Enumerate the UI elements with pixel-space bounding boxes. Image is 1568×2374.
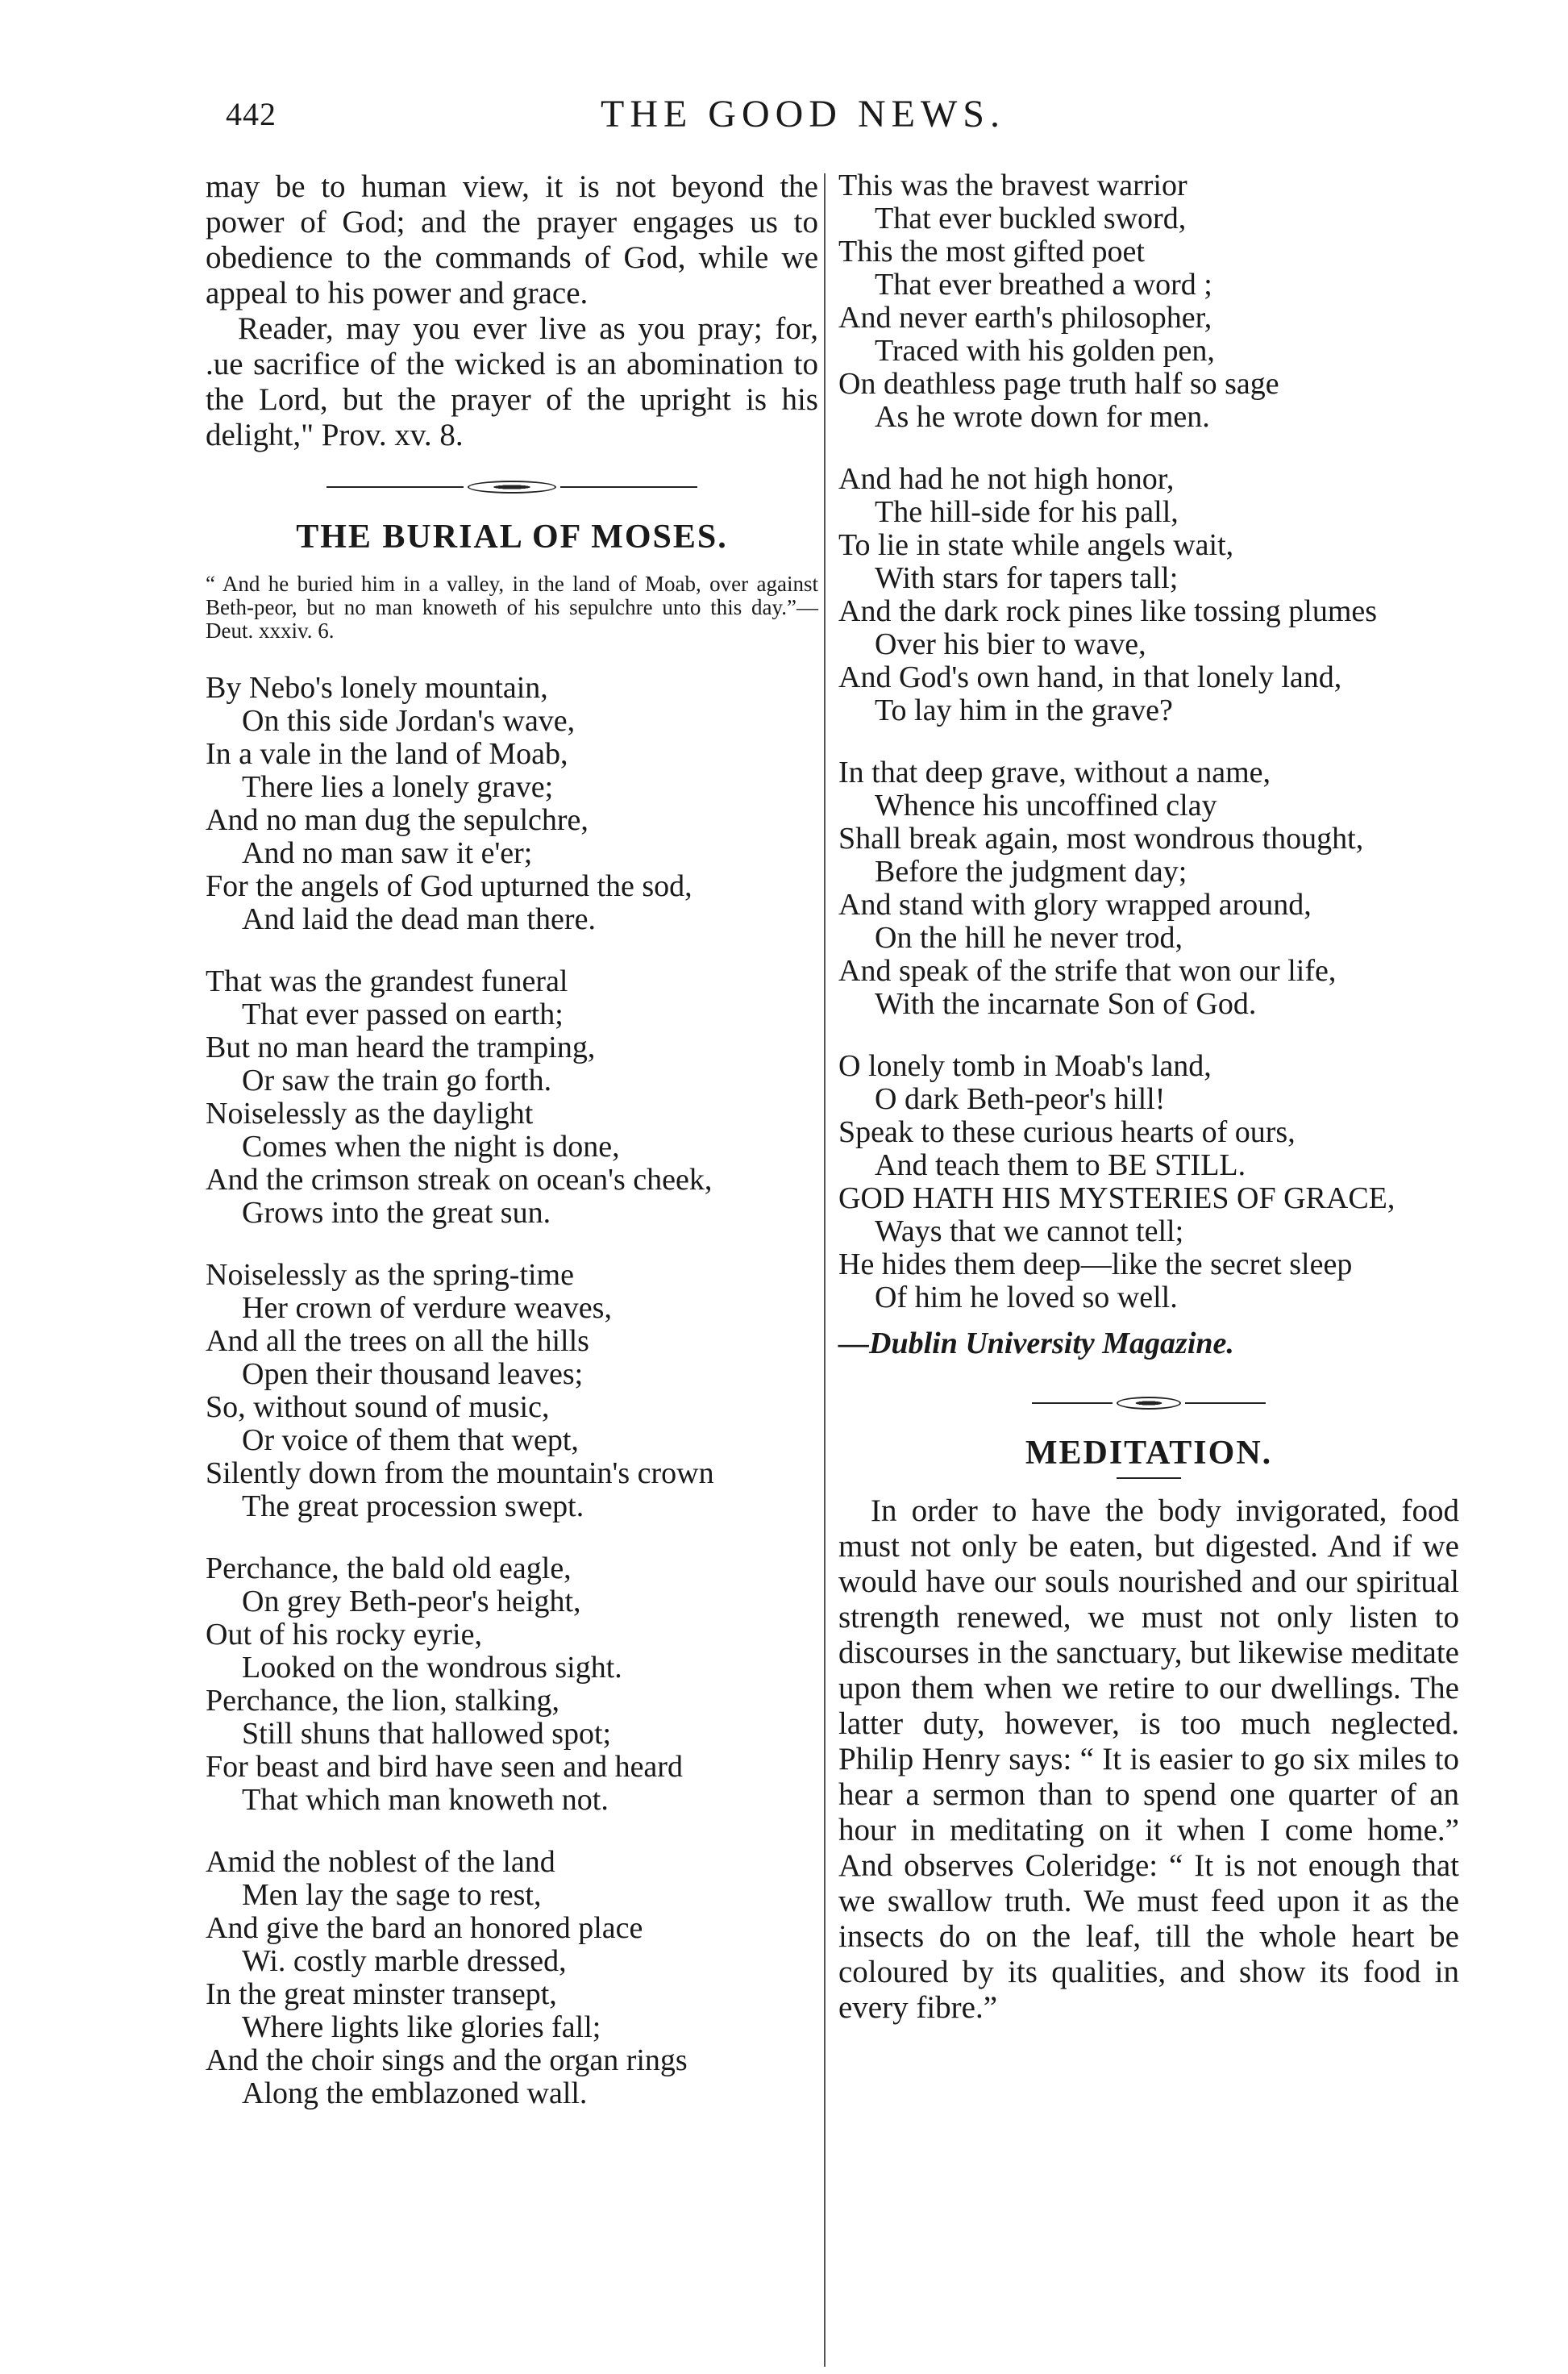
verse-line: In a vale in the land of Moab, (206, 737, 568, 771)
verse-line: And no man dug the sepulchre, (206, 803, 589, 837)
verse-line: Out of his rocky eyrie, (206, 1618, 482, 1651)
verse-line: And the dark rock pines like tossing plumes (838, 594, 1378, 628)
verse-line: And teach them to BE STILL. (875, 1148, 1246, 1182)
verse-line: As he wrote down for men. (875, 400, 1210, 434)
verse-line: And had he not high honor, (838, 462, 1175, 496)
verse-line: And speak of the strife that won our life, (838, 954, 1337, 988)
intro-paragraph: may be to human view, it is not beyond the power of God; and the prayer engages us to obedience to the commands of God, while we appeal to his power and grace. (206, 169, 818, 310)
verse-line: Silently down from the mountain's crown (206, 1456, 714, 1490)
verse-line: He hides them deep—like the secret sleep (838, 1247, 1353, 1281)
verse-line: Still shuns that hallowed spot; (242, 1717, 612, 1751)
verse-line: This was the bravest warrior (838, 169, 1187, 202)
verse-line: With the incarnate Son of God. (875, 987, 1257, 1021)
column-divider (824, 173, 826, 2367)
verse-line: Looked on the wondrous sight. (242, 1651, 622, 1685)
verse-line: On grey Beth-peor's height, (242, 1585, 581, 1618)
verse-line: On deathless page truth half so sage (838, 367, 1279, 401)
verse-line: GOD HATH HIS MYSTERIES OF GRACE, (838, 1181, 1395, 1215)
verse-line: And laid the dead man there. (242, 902, 596, 936)
verse-line: And the choir sings and the organ rings (206, 2043, 688, 2077)
page-header (0, 95, 1568, 144)
verse-line: Noiselessly as the spring-time (206, 1258, 574, 1292)
verse-line: Ways that we cannot tell; (875, 1214, 1184, 1248)
verse-line: That was the grandest funeral (206, 964, 568, 998)
journal-title: THE GOOD NEWS. (601, 93, 1005, 135)
poem-title: THE BURIAL OF MOSES. (296, 519, 728, 556)
verse-line: Along the emblazoned wall. (242, 2076, 588, 2110)
verse-line: Men lay the sage to rest, (242, 1878, 542, 1912)
stanza (206, 672, 818, 936)
verse-line: And never earth's philosopher, (838, 301, 1212, 335)
verse-line: And give the bard an honored place (206, 1911, 643, 1945)
poem-epigraph: “ And he buried him in a valley, in the land of Moab, over against Beth-peor, but no man knoweth of his sepulchre unto this day.”—Deut. xxxiv. 6. (206, 572, 818, 643)
meditation-text (838, 1493, 1459, 2026)
verse-line: That ever breathed a word ; (875, 268, 1212, 302)
left-column (206, 169, 818, 2139)
intro-text (206, 169, 818, 453)
verse-line: The hill-side for his pall, (875, 495, 1179, 529)
verse-line: For the angels of God upturned the sod, (206, 869, 692, 903)
stanza (206, 1552, 818, 1817)
poem-stanzas-right (838, 169, 1459, 1314)
stanza (838, 169, 1459, 434)
verse-line: Comes when the night is done, (242, 1130, 620, 1164)
verse-line: Before the judgment day; (875, 855, 1187, 889)
verse-line: To lay him in the grave? (875, 693, 1173, 727)
right-column (838, 169, 1459, 2026)
verse-line: Or saw the train go forth. (242, 1064, 552, 1097)
verse-line: Speak to these curious hearts of ours, (838, 1115, 1296, 1149)
verse-line: By Nebo's lonely mountain, (206, 671, 548, 705)
verse-line: O dark Beth-peor's hill! (875, 1082, 1166, 1116)
verse-line: Traced with his golden pen, (875, 334, 1215, 368)
verse-line: In the great minster transept, (206, 1977, 557, 2011)
poem-attribution: —Dublin University Magazine. (838, 1327, 1234, 1360)
verse-line: Wi. costly marble dressed, (242, 1944, 567, 1978)
verse-line: And God's own hand, in that lonely land, (838, 660, 1342, 694)
verse-line: Open their thousand leaves; (242, 1357, 584, 1391)
verse-line: With stars for tapers tall; (875, 561, 1179, 595)
verse-line: So, without sound of music, (206, 1390, 550, 1424)
title-rule (1117, 1477, 1181, 1479)
verse-line: And no man saw it e'er; (242, 836, 533, 870)
verse-line: Where lights like glories fall; (242, 2010, 601, 2044)
verse-line: There lies a lonely grave; (242, 770, 554, 804)
stanza (206, 1846, 818, 2110)
verse-line: Grows into the great sun. (242, 1196, 551, 1230)
verse-line: On the hill he never trod, (875, 921, 1183, 955)
verse-line: O lonely tomb in Moab's land, (838, 1049, 1212, 1083)
poem-stanzas-left (206, 672, 818, 2110)
verse-line: Amid the noblest of the land (206, 1845, 555, 1879)
verse-line: To lie in state while angels wait, (838, 528, 1234, 562)
stanza (206, 1259, 818, 1523)
verse-line: But no man heard the tramping, (206, 1031, 596, 1064)
verse-line: And stand with glory wrapped around, (838, 888, 1312, 922)
verse-line: Over his bier to wave, (875, 627, 1146, 661)
verse-line: Whence his uncoffined clay (875, 789, 1217, 823)
stanza (206, 965, 818, 1230)
verse-line: And the crimson streak on ocean's cheek, (206, 1163, 713, 1197)
verse-line: In that deep grave, without a name, (838, 756, 1271, 789)
verse-line: This the most gifted poet (838, 235, 1145, 269)
ornament-divider (1032, 1393, 1266, 1413)
verse-line: Shall break again, most wondrous thought, (838, 822, 1364, 856)
stanza (838, 463, 1459, 727)
verse-line: Noiselessly as the daylight (206, 1097, 534, 1131)
stanza (838, 1050, 1459, 1314)
verse-line: The great procession swept. (242, 1489, 584, 1523)
verse-line: And all the trees on all the hills (206, 1324, 589, 1358)
verse-line: For beast and bird have seen and heard (206, 1750, 683, 1784)
verse-line: Her crown of verdure weaves, (242, 1291, 612, 1325)
page-number: 442 (226, 96, 277, 132)
verse-line: Perchance, the bald old eagle, (206, 1551, 572, 1585)
verse-line: Or voice of them that wept, (242, 1423, 579, 1457)
section-title: MEDITATION. (1025, 1435, 1273, 1472)
verse-line: That ever passed on earth; (242, 997, 564, 1031)
verse-line: Perchance, the lion, stalking, (206, 1684, 559, 1718)
verse-line: On this side Jordan's wave, (242, 704, 576, 738)
intro-paragraph: Reader, may you ever live as you pray; for, .ue sacrifice of the wicked is an abomination to the Lord, but the prayer of the upright is his delight," Prov. xv. 8. (206, 311, 818, 452)
meditation-paragraph: In order to have the body invigorated, food must not only be eaten, but digested. And if we would have our souls nourished and our spiritual strength renewed, we must not only listen to discourses in the sanctuary, but likewise meditate upon them when we retire to our dwellings. The latter duty, however, is too much neglected. Philip Henry says: “ It is easier to go six miles to hear a sermon than to spend one quarter of an hour in meditating on it when I come home.” And observes Coleridge: “ It is not enough that we swallow truth. We must feed upon it as the insects do on the leaf, till the whole heart be coloured by its qualities, and show its food in every fibre.” (838, 1493, 1459, 2025)
verse-line: Of him he loved so well. (875, 1281, 1178, 1314)
stanza (838, 756, 1459, 1021)
ornament-divider (326, 477, 697, 497)
verse-line: That ever buckled sword, (875, 202, 1187, 235)
verse-line: That which man knoweth not. (242, 1783, 609, 1817)
